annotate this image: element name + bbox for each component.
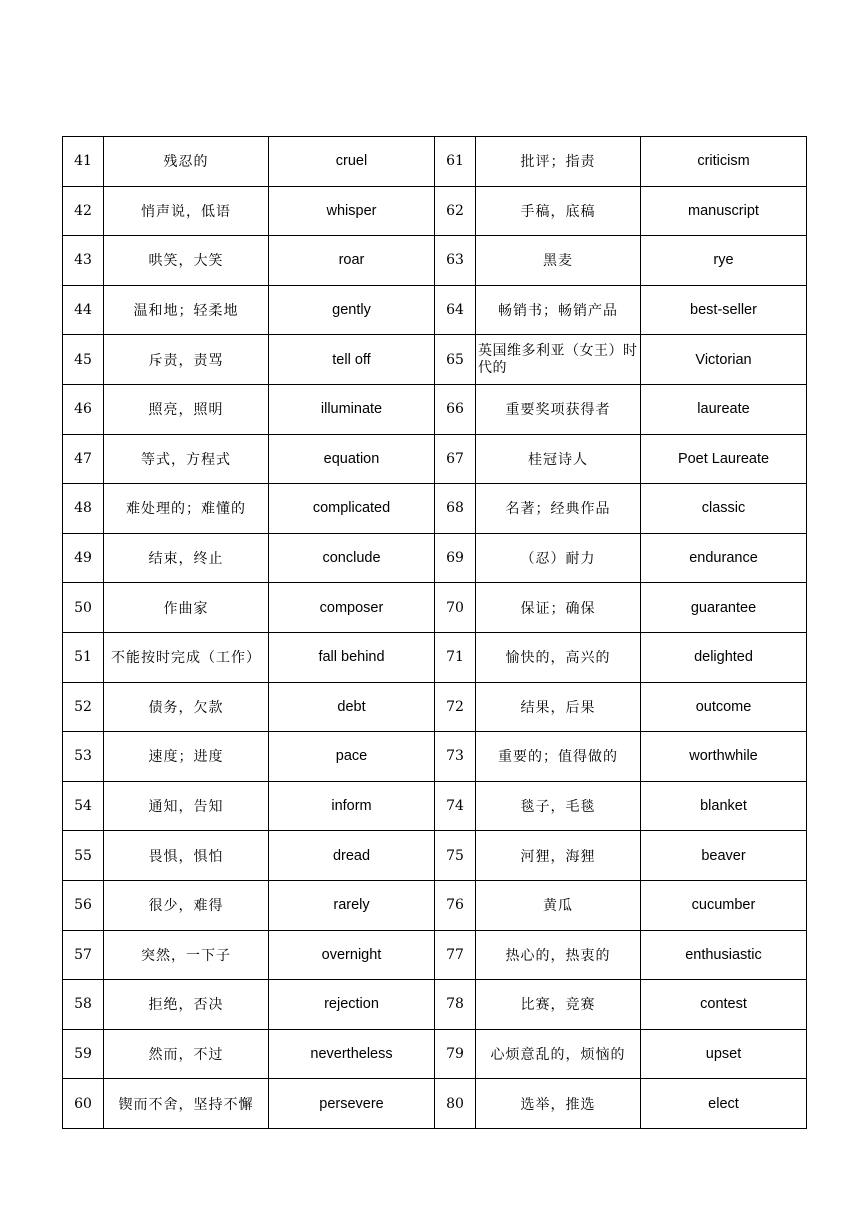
english-word: Poet Laureate bbox=[641, 434, 807, 484]
english-word: classic bbox=[641, 484, 807, 534]
table-row bbox=[63, 930, 807, 980]
english-word: rye bbox=[641, 236, 807, 286]
table-row bbox=[63, 980, 807, 1030]
vocabulary-table-body bbox=[63, 137, 807, 1129]
english-word: complicated bbox=[269, 484, 435, 534]
word-number: 50 bbox=[63, 583, 104, 633]
chinese-meaning: （忍）耐力 bbox=[476, 533, 641, 583]
table-row bbox=[63, 880, 807, 930]
chinese-meaning: 重要的；值得做的 bbox=[476, 732, 641, 782]
english-word: equation bbox=[269, 434, 435, 484]
chinese-meaning: 不能按时完成（工作） bbox=[104, 632, 269, 682]
table-row bbox=[63, 186, 807, 236]
english-word: delighted bbox=[641, 632, 807, 682]
word-number: 78 bbox=[435, 980, 476, 1030]
table-row bbox=[63, 831, 807, 881]
chinese-meaning: 等式，方程式 bbox=[104, 434, 269, 484]
english-word: whisper bbox=[269, 186, 435, 236]
english-word: inform bbox=[269, 781, 435, 831]
english-word: endurance bbox=[641, 533, 807, 583]
english-word: upset bbox=[641, 1029, 807, 1079]
word-number: 80 bbox=[435, 1079, 476, 1129]
word-number: 46 bbox=[63, 384, 104, 434]
word-number: 47 bbox=[63, 434, 104, 484]
english-word: enthusiastic bbox=[641, 930, 807, 980]
english-word: tell off bbox=[269, 335, 435, 385]
table-row bbox=[63, 682, 807, 732]
chinese-meaning: 黄瓜 bbox=[476, 880, 641, 930]
word-number: 58 bbox=[63, 980, 104, 1030]
chinese-meaning: 速度；进度 bbox=[104, 732, 269, 782]
table-row bbox=[63, 285, 807, 335]
word-number: 73 bbox=[435, 732, 476, 782]
chinese-meaning: 悄声说，低语 bbox=[104, 186, 269, 236]
table-row bbox=[63, 1029, 807, 1079]
chinese-meaning: 突然，一下子 bbox=[104, 930, 269, 980]
word-number: 56 bbox=[63, 880, 104, 930]
english-word: cucumber bbox=[641, 880, 807, 930]
word-number: 71 bbox=[435, 632, 476, 682]
word-number: 41 bbox=[63, 137, 104, 187]
word-number: 49 bbox=[63, 533, 104, 583]
word-number: 52 bbox=[63, 682, 104, 732]
word-number: 51 bbox=[63, 632, 104, 682]
english-word: composer bbox=[269, 583, 435, 633]
english-word: conclude bbox=[269, 533, 435, 583]
english-word: worthwhile bbox=[641, 732, 807, 782]
chinese-meaning: 桂冠诗人 bbox=[476, 434, 641, 484]
table-row bbox=[63, 583, 807, 633]
english-word: overnight bbox=[269, 930, 435, 980]
chinese-meaning: 通知，告知 bbox=[104, 781, 269, 831]
chinese-meaning: 作曲家 bbox=[104, 583, 269, 633]
chinese-meaning: 比赛，竞赛 bbox=[476, 980, 641, 1030]
table-row bbox=[63, 236, 807, 286]
chinese-meaning: 债务，欠款 bbox=[104, 682, 269, 732]
chinese-meaning: 手稿，底稿 bbox=[476, 186, 641, 236]
word-number: 57 bbox=[63, 930, 104, 980]
english-word: laureate bbox=[641, 384, 807, 434]
table-row bbox=[63, 434, 807, 484]
word-number: 70 bbox=[435, 583, 476, 633]
word-number: 65 bbox=[435, 335, 476, 385]
word-number: 79 bbox=[435, 1029, 476, 1079]
word-number: 61 bbox=[435, 137, 476, 187]
word-number: 77 bbox=[435, 930, 476, 980]
english-word: debt bbox=[269, 682, 435, 732]
english-word: persevere bbox=[269, 1079, 435, 1129]
word-number: 76 bbox=[435, 880, 476, 930]
word-number: 45 bbox=[63, 335, 104, 385]
english-word: pace bbox=[269, 732, 435, 782]
chinese-meaning: 毯子，毛毯 bbox=[476, 781, 641, 831]
english-word: elect bbox=[641, 1079, 807, 1129]
english-word: outcome bbox=[641, 682, 807, 732]
english-word: cruel bbox=[269, 137, 435, 187]
chinese-meaning: 温和地；轻柔地 bbox=[104, 285, 269, 335]
english-word: illuminate bbox=[269, 384, 435, 434]
word-number: 74 bbox=[435, 781, 476, 831]
word-number: 66 bbox=[435, 384, 476, 434]
chinese-meaning: 选举，推选 bbox=[476, 1079, 641, 1129]
word-number: 59 bbox=[63, 1029, 104, 1079]
english-word: guarantee bbox=[641, 583, 807, 633]
word-number: 75 bbox=[435, 831, 476, 881]
word-number: 69 bbox=[435, 533, 476, 583]
chinese-meaning: 照亮，照明 bbox=[104, 384, 269, 434]
word-number: 44 bbox=[63, 285, 104, 335]
english-word: gently bbox=[269, 285, 435, 335]
english-word: rejection bbox=[269, 980, 435, 1030]
chinese-meaning: 英国维多利亚（女王）时代的 bbox=[476, 335, 641, 385]
word-number: 55 bbox=[63, 831, 104, 881]
english-word: Victorian bbox=[641, 335, 807, 385]
word-number: 64 bbox=[435, 285, 476, 335]
english-word: fall behind bbox=[269, 632, 435, 682]
table-row bbox=[63, 484, 807, 534]
chinese-meaning: 愉快的，高兴的 bbox=[476, 632, 641, 682]
chinese-meaning: 然而，不过 bbox=[104, 1029, 269, 1079]
word-number: 72 bbox=[435, 682, 476, 732]
english-word: manuscript bbox=[641, 186, 807, 236]
english-word: criticism bbox=[641, 137, 807, 187]
chinese-meaning: 锲而不舍，坚持不懈 bbox=[104, 1079, 269, 1129]
table-row bbox=[63, 1079, 807, 1129]
chinese-meaning: 河狸，海狸 bbox=[476, 831, 641, 881]
word-number: 43 bbox=[63, 236, 104, 286]
vocabulary-table bbox=[62, 136, 807, 1129]
english-word: rarely bbox=[269, 880, 435, 930]
chinese-meaning: 重要奖项获得者 bbox=[476, 384, 641, 434]
english-word: best-seller bbox=[641, 285, 807, 335]
english-word: nevertheless bbox=[269, 1029, 435, 1079]
english-word: contest bbox=[641, 980, 807, 1030]
chinese-meaning: 难处理的；难懂的 bbox=[104, 484, 269, 534]
chinese-meaning: 热心的，热衷的 bbox=[476, 930, 641, 980]
chinese-meaning: 保证；确保 bbox=[476, 583, 641, 633]
english-word: dread bbox=[269, 831, 435, 881]
table-row bbox=[63, 533, 807, 583]
table-row bbox=[63, 335, 807, 385]
word-number: 53 bbox=[63, 732, 104, 782]
word-number: 67 bbox=[435, 434, 476, 484]
word-number: 48 bbox=[63, 484, 104, 534]
chinese-meaning: 黑麦 bbox=[476, 236, 641, 286]
chinese-meaning: 斥责，责骂 bbox=[104, 335, 269, 385]
chinese-meaning: 批评；指责 bbox=[476, 137, 641, 187]
table-row bbox=[63, 632, 807, 682]
word-number: 54 bbox=[63, 781, 104, 831]
chinese-meaning: 结果，后果 bbox=[476, 682, 641, 732]
chinese-meaning: 拒绝，否决 bbox=[104, 980, 269, 1030]
chinese-meaning: 名著；经典作品 bbox=[476, 484, 641, 534]
table-row bbox=[63, 384, 807, 434]
word-number: 63 bbox=[435, 236, 476, 286]
chinese-meaning: 心烦意乱的，烦恼的 bbox=[476, 1029, 641, 1079]
table-row bbox=[63, 137, 807, 187]
word-number: 42 bbox=[63, 186, 104, 236]
word-number: 62 bbox=[435, 186, 476, 236]
chinese-meaning: 畏惧，惧怕 bbox=[104, 831, 269, 881]
chinese-meaning: 哄笑，大笑 bbox=[104, 236, 269, 286]
chinese-meaning: 残忍的 bbox=[104, 137, 269, 187]
english-word: blanket bbox=[641, 781, 807, 831]
chinese-meaning: 畅销书；畅销产品 bbox=[476, 285, 641, 335]
word-number: 68 bbox=[435, 484, 476, 534]
english-word: beaver bbox=[641, 831, 807, 881]
table-row bbox=[63, 732, 807, 782]
word-number: 60 bbox=[63, 1079, 104, 1129]
chinese-meaning: 结束，终止 bbox=[104, 533, 269, 583]
english-word: roar bbox=[269, 236, 435, 286]
table-row bbox=[63, 781, 807, 831]
chinese-meaning: 很少，难得 bbox=[104, 880, 269, 930]
